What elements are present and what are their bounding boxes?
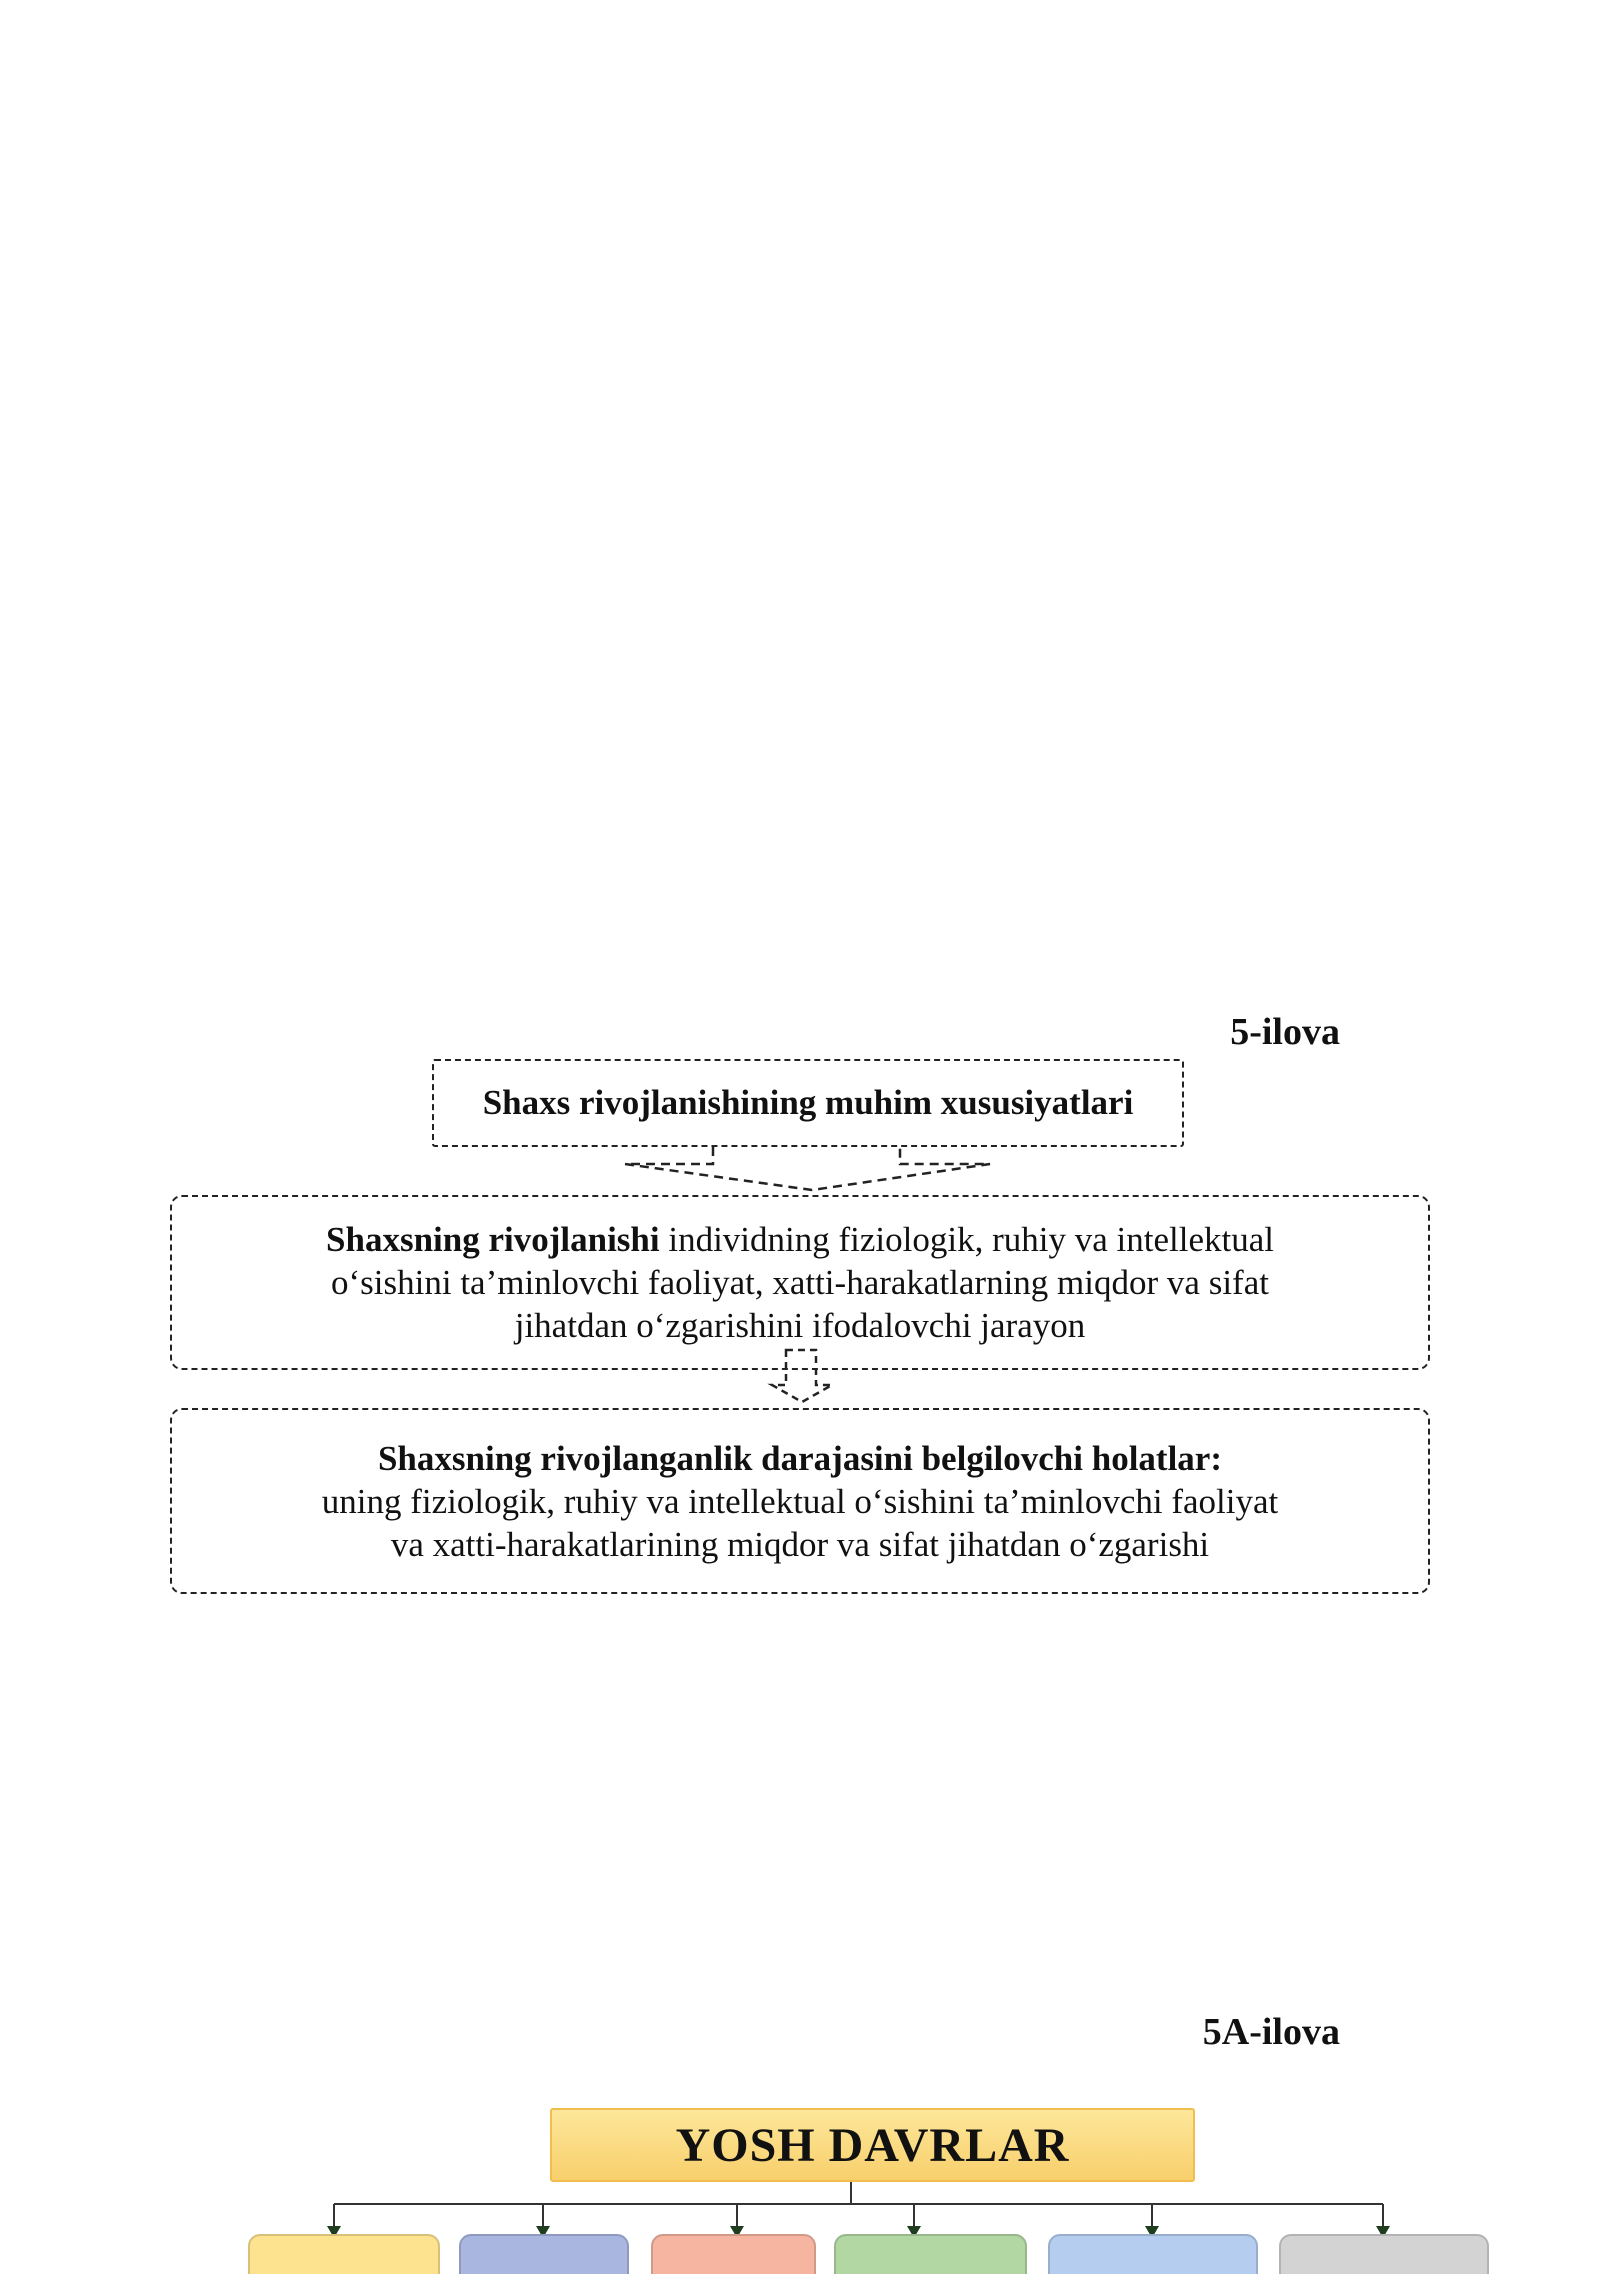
definition-term: Shaxsning rivojlanishi [326, 1220, 660, 1259]
states-heading: Shaxsning rivojlanganlik darajasini belgilovchi holatlar: [377, 1438, 1223, 1478]
merge-arrow [625, 1147, 990, 1190]
definition-line-2: o‘sishini ta’minlovchi faoliyat, xatti-harakatlarning miqdor va sifat [331, 1263, 1269, 1302]
appendix-label-5: 5-ilova [1230, 1011, 1340, 1053]
tree-lines [334, 2182, 1383, 2228]
definition-line-3: jihatdan o‘zgarishini ifodalovchi jarayon [514, 1306, 1086, 1345]
diagram-title: Shaxs rivojlanishining muhim xususiyatlari [482, 1083, 1134, 1122]
age-period-box-5 [1048, 2234, 1258, 2274]
age-periods-title-text: YOSH DAVRLAR [675, 2118, 1070, 2172]
age-period-box-4 [834, 2234, 1027, 2274]
age-period-box-6 [1279, 2234, 1489, 2274]
down-block-arrow [772, 1350, 832, 1402]
age-periods-title [550, 2108, 1195, 2182]
age-period-box-1 [248, 2234, 440, 2274]
states-line-2: va xatti-harakatlarining miqdor va sifat jihatdan o‘zgarishi [390, 1524, 1210, 1564]
age-period-box-2 [459, 2234, 629, 2274]
states-line-1: uning fiziologik, ruhiy va intellektual o‘sishini ta’minlovchi faoliyat [321, 1481, 1279, 1521]
appendix-label-5a: 5A-ilova [1202, 2011, 1340, 2053]
definition-line-1-rest: individning fiziologik, ruhiy va intellektual [659, 1220, 1274, 1259]
age-period-box-3 [651, 2234, 816, 2274]
